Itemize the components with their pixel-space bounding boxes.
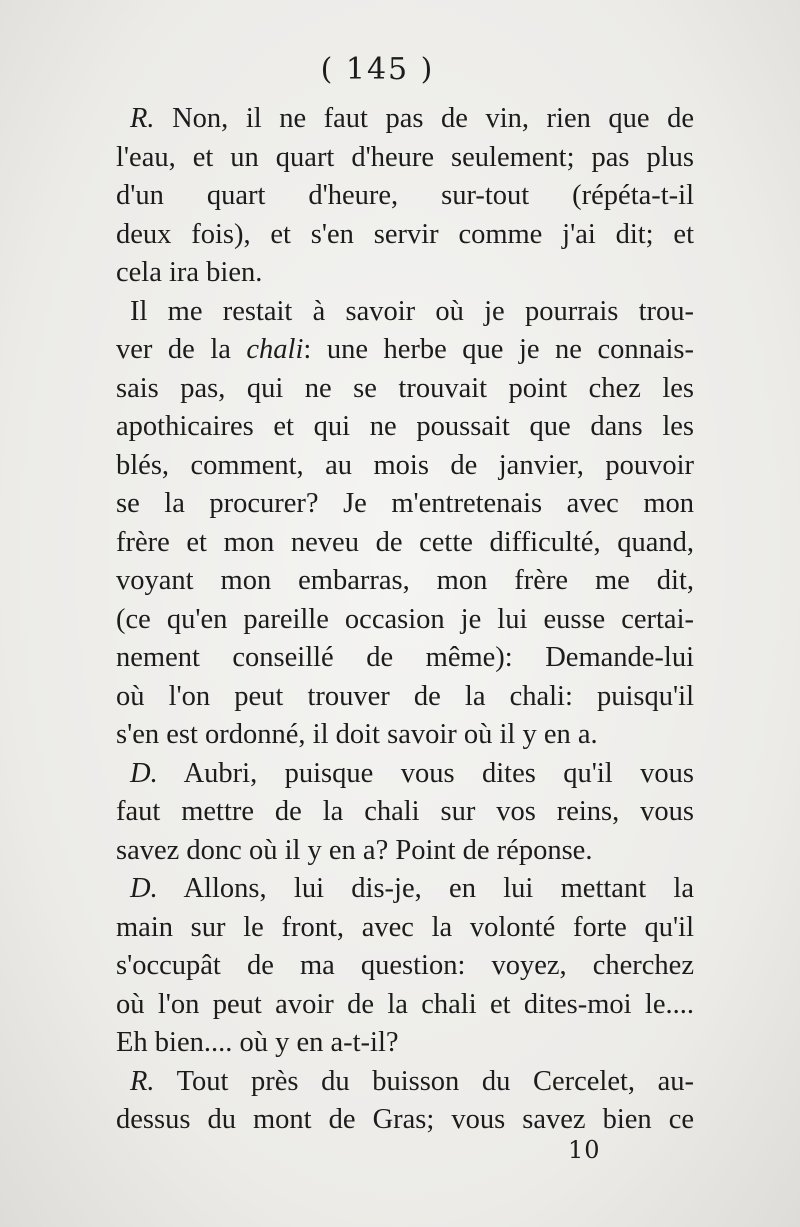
line-text: voyant mon embarras, mon frère me dit, bbox=[116, 565, 694, 596]
text-line bbox=[116, 601, 694, 640]
text-line bbox=[116, 1063, 694, 1102]
italic-word: chali bbox=[246, 334, 304, 365]
line-text: : une herbe que je ne connais- bbox=[303, 334, 695, 365]
text-line bbox=[116, 447, 694, 486]
text-line bbox=[116, 1024, 694, 1063]
text-line bbox=[116, 331, 694, 370]
line-text: se la procurer? Je m'entretenais avec mon bbox=[116, 488, 694, 519]
line-text: deux fois), et s'en servir comme j'ai dit; et bbox=[116, 218, 694, 250]
text-line bbox=[116, 755, 694, 794]
text-line bbox=[116, 139, 694, 178]
signature-mark: 10 bbox=[568, 1136, 601, 1164]
speaker-mark: R. bbox=[130, 1065, 155, 1097]
text-line bbox=[116, 947, 694, 986]
line-text: Non, il ne faut pas de vin, rien que de bbox=[154, 103, 694, 134]
line-text: l'eau, et un quart d'heure seulement; pas plus bbox=[116, 141, 694, 173]
line-text: frère et mon neveu de cette difficulté, quand, bbox=[116, 526, 694, 558]
text-line bbox=[116, 100, 694, 139]
line-text: cela ira bien. bbox=[116, 257, 263, 288]
text-line bbox=[116, 408, 694, 447]
line-text: Aubri, puisque vous dites qu'il vous bbox=[157, 757, 694, 789]
line-text: dessus du mont de Gras; vous savez bien ce bbox=[116, 1104, 694, 1135]
text-line bbox=[116, 986, 694, 1025]
body-text bbox=[116, 100, 694, 1140]
text-line bbox=[116, 177, 694, 216]
page-number: ( 145 ) bbox=[320, 52, 435, 87]
line-text: d'un quart d'heure, sur-tout (répéta-t-il bbox=[116, 180, 694, 211]
text-line bbox=[116, 1101, 694, 1140]
text-line bbox=[116, 793, 694, 832]
text-line bbox=[116, 254, 694, 293]
line-text: savez donc où il y en a? Point de réponse. bbox=[116, 834, 593, 866]
speaker-mark: R. bbox=[130, 103, 155, 134]
line-text: main sur le front, avec la volonté forte qu'il bbox=[116, 911, 694, 943]
line-text: s'en est ordonné, il doit savoir où il y en a. bbox=[116, 719, 598, 750]
line-text: Allons, lui dis-je, en lui mettant la bbox=[157, 873, 694, 904]
text-line bbox=[116, 524, 694, 563]
line-text: Eh bien.... où y en a-t-il? bbox=[116, 1027, 399, 1058]
speaker-mark: D. bbox=[130, 873, 158, 904]
line-text: blés, comment, au mois de janvier, pouvoir bbox=[116, 449, 694, 481]
text-line bbox=[116, 485, 694, 524]
text-line bbox=[116, 832, 694, 871]
line-text: nement conseillé de même): Demande-lui bbox=[116, 642, 694, 673]
text-line bbox=[116, 216, 694, 255]
line-text: apothicaires et qui ne poussait que dans les bbox=[116, 411, 694, 442]
text-line bbox=[116, 909, 694, 948]
line-text: (ce qu'en pareille occasion je lui eusse certai- bbox=[116, 603, 694, 635]
line-text: Il me restait à savoir où je pourrais trou- bbox=[130, 295, 694, 327]
line-text: où l'on peut avoir de la chali et dites-moi le.... bbox=[116, 988, 694, 1020]
line-text: sais pas, qui ne se trouvait point chez les bbox=[116, 372, 694, 404]
line-text: où l'on peut trouver de la chali: puisqu'il bbox=[116, 680, 694, 712]
line-text: s'occupât de ma question: voyez, cherchez bbox=[116, 950, 694, 981]
text-line bbox=[116, 870, 694, 909]
line-text: ver de la bbox=[116, 334, 247, 365]
text-line bbox=[116, 678, 694, 717]
text-line bbox=[116, 716, 694, 755]
line-text: faut mettre de la chali sur vos reins, vous bbox=[116, 796, 694, 827]
speaker-mark: D. bbox=[130, 757, 158, 789]
text-line bbox=[116, 639, 694, 678]
text-line bbox=[116, 370, 694, 409]
text-line bbox=[116, 562, 694, 601]
text-line bbox=[116, 293, 694, 332]
line-text: Tout près du buisson du Cercelet, au- bbox=[154, 1065, 694, 1097]
